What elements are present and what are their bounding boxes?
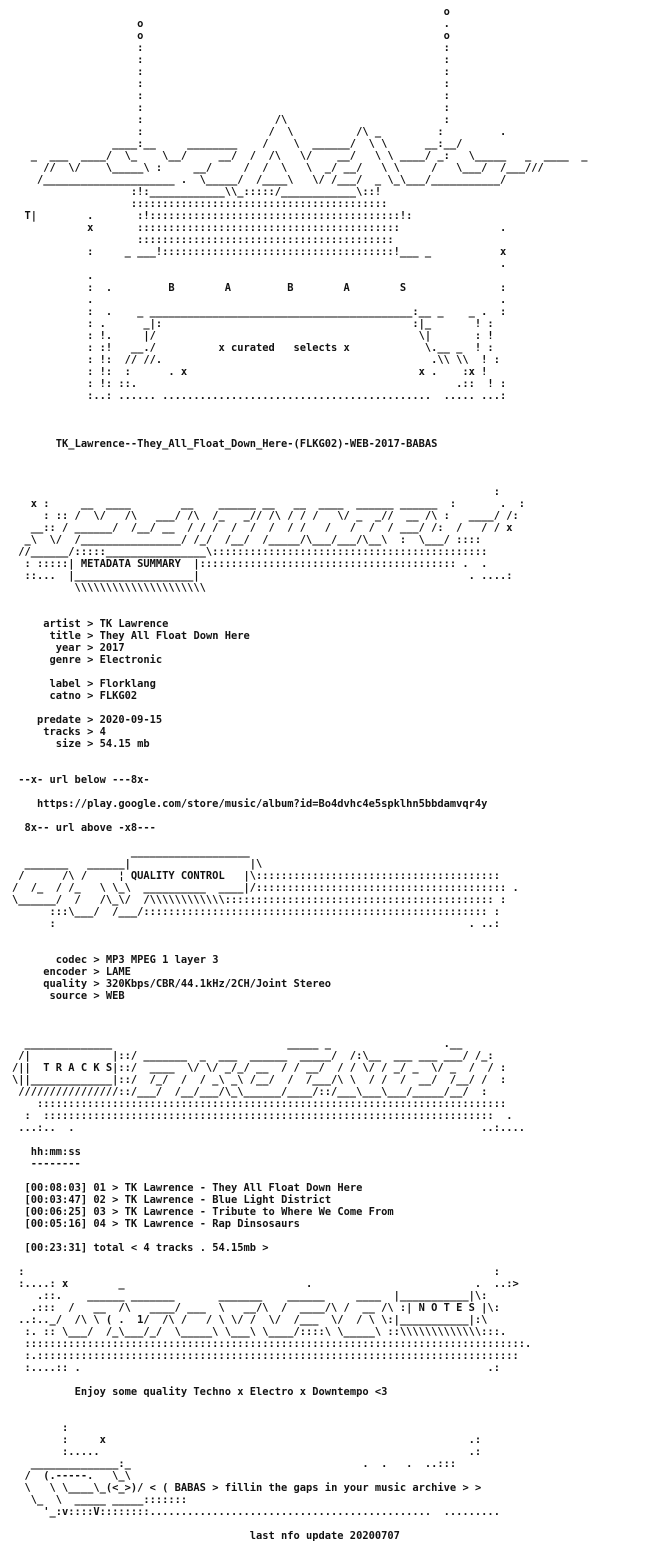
field-value: 2020-09-15 (99, 714, 163, 726)
footer-slogan: BABAS (174, 1482, 206, 1494)
tracklist-heading: hh:mm:ss (30, 1146, 81, 1158)
track-number: 03 (93, 1206, 106, 1218)
footer-logo-art: : : x .: :..... .: ______________:_ . . . ..::: / (.-----. \_\ \ \ \____\_(<_>)/ (24, 1422, 482, 1494)
field-key: quality (43, 978, 88, 990)
field-key: title (49, 630, 81, 642)
track-number: 02 (93, 1194, 106, 1206)
field-value: LAME (105, 966, 131, 978)
last-update: last nfo update 20200707 (249, 1530, 400, 1542)
footer-tagline: fillin the gaps in your music archive (224, 1482, 457, 1494)
nfo-document: o o . o o : : : : : : : : : : : : : /\ : : / \ /\ _ : . ____:__ ________ / \ ______/ \ \ __:__/ _ ___ ____/ \_ \__/ __/ / /\ \/ __/ \ \ ____/ _: \_____ _ ____ _ // \/ \_____\ : __/ / / \ \ _/ __/ \ \ / \___/ /___/// /_____________________ . \_____/ /____\ \/ /___/ _ \_\___/___________/ :!:____________\\_:::::/____________\::! ::::::::::::::::::::::::::::::::::::::::: T| . :!::::::::::::::::::::::::::::::::::::::::!: x :::::::::::::::::::::::::::::::::::::::::: . ::::::::::::::::::::::::::::::::::::::::: : _ ___!:::::::::::::::::::::::::::::::::::::!___ _ x . . : . B A B A S : . . : . _ __________________________________________:__ _ _ . : : . _|: :|_ ! : : !. |/ \| : ! : :! __./ x curated selects x \.__ _ ! : : !: // //. .\\ \\ ! : : !: : . x x . :x ! : !: ::. .:: ! : :..: ...... ........................................... ..... ...: TK_Lawrence--They_All_Float_Down_Here-(FLKG02)-WEB-2017-BABAS : x : __ ____ __ ______ __ __ ____ ______ ______ : . : : :: / \/ /\ ___/ /\ /_ _// /\ / / / \/ _ _// __ /\ : ____/ /: __:: / ______/ /__/ __ / / / / / / / / / / / / ___/ /: / / / x _\ \/ /________________/ /_/ /__/ /_____/\___/___/\__\ : \___/ :::: //______/:::::________________\:::::::::::::::::::::::::::::::::::::::::::: : :::::| METADATA SUMMARY |::::::::::::::::::::::::::::::::::::::::: . . ::... |___________________| . ....: \\\\\\\\\\\\\\\\\\\\\ artist > TK Lawrence title > They All Float Down Here year > 2017 genre > Electronic label > Florklang catno > FLKG02 predate > 2020-09-15 tracks > 4 size > 54.15 mb --x- url below ---8x- https://play.google.com/store/music/album?id=Bo4dvhc4e5spklhn5bbdamvqr4y 8x-- url above -x8--- ___________________ _______ ______| |\ / /\ / ¦ QUALITY CONTROL |\::::::::::::::::::::::::::::::::::::::: / /_ / /_ \ \_\ __________ ____|/:::::::::::::::::::::::::::::::::::::::: . \______/ / /\_\/ /\\\\\\\\\\\\::::::::::::::::::::::::::::::::::::::::::: : :::\___/ /___/::::::::::::::::::::::::::::::::::::::::::::::::::::::: : : . ..: codec > MP3 MPEG 1 layer 3 encoder > LAME quality > 320Kbps/CBR/44.1kHz/2CH/Joint Stereo source > WEB ______________ _____ _ .__ /| |::/ _______ _ ___ ______ _____/ /:\__ ___ ___ ___/ /_: /|| T R A C K S|::/ ____ \/ \/ _/_/ __ / / __/ / / \/ / _/ _ \/ _ / / : \||_____________|::/ /_/ / / _\ _\ /__/ / /___/\ \ / / / __/ /__/ / : ////////////////::/___/ /__/___/\_\______/____/::/___\___\___/_____/__/ : ::::::::::::::::::::::::::::::::::::::::::::::::::::::::::::::::::::::::::: : :::::::::::::::::::::::::::::::::::::::::::::::::::::::::::::::::::::::: . ...:.. . ..:.... hh:mm:ss -------- [00:08:03] 01 > TK Lawrence - They All Float Down Here [00:03:47] 02 > TK Lawrence - Blue Light District [00:06:25] 03 > TK Lawrence - Tribute to Where We Come From [00:05:16] 04 > TK Lawrence - Rap Dinsosaurs [00:23:31] total < 4 tracks . 54.15mb > : : :....: x _ . . ..:> .::. ______ _______ _______ ______ ____ |___________|\: .::: / __ /\ ____/ ___ \ __/\ / ____/\ / __ /\ :| N O T E S |\: ..:.._/ /\ \ ( . 1/ /\ / / \ \/ / \/ /___ \/ / \ \:|___________|:\ :. :: \___/ /_\___/_/ \_____\ \___\ \____/::::\ \_____\ ::\\\\\\\\\\\\\:::. ::::::::::::::::::::::::::::::::::::::::::::::::::::::::::::::::::::::::::::::::. :.::::::::::::::::::::::::::::::::::::::::::::::::::::::::::::::::::::::::::::: :....:: . .: Enjoy some quality Techno x Electro x Downtempo <3 : : x .: :..... .: ______________:_ . . . ..::: / (.-----. \_\ \ \ \____\_(<_>)/ < ( BABAS > fillin the gaps in your music archive > > \_ \ _____ _____::::::: '_:v::::V::::::::............................................. ......... last nfo update 20200707 (12, 6, 588, 1542)
total-size: 54.15mb (212, 1242, 257, 1254)
track-artist: TK Lawrence (124, 1218, 194, 1230)
footer-base-art: \_ \ _____ _____::::::: '_:v::::V::::::::............................................. ......... (30, 1494, 500, 1518)
tracks-header-art: ______________ _____ _ .__ /| |::/ _______ _ ___ ______ _____/ /:\__ ___ ___ ___/ /_: /|| T R A C K S|::/ ____ \/ \/ _/_/ __ / / __/ / / \/ / _/ _ \/ _ / / : \||_____________|::/ /_/ / / _\ _\ /__/ / /___/\ \ / / / __/ /__/ / : ////////////////::/___/ /__/___/\_\______/____/::/___\___\___/_____/__/ : ::::::::::::::::::::::::::::::::::::::::::::::::::::::::::::::::::::::::::: : :::::::::::::::::::::::::::::::::::::::::::::::::::::::::::::::::::::::: . ...:.. . ..:.... (12, 1038, 525, 1134)
field-value: 2017 (99, 642, 125, 654)
total-tracks: 4 tracks (143, 1242, 194, 1254)
field-key: source (49, 990, 88, 1002)
field-key: year (55, 642, 81, 654)
track-title: Rap Dinsosaurs (212, 1218, 300, 1230)
track-number: 04 (93, 1218, 106, 1230)
field-key: artist (43, 618, 81, 630)
field-value: Florklang (99, 678, 156, 690)
field-key: codec (55, 954, 88, 966)
track-title: Tribute to Where We Come From (212, 1206, 394, 1218)
track-title: Blue Light District (212, 1194, 332, 1206)
field-key: tracks (43, 726, 81, 738)
field-value: WEB (105, 990, 125, 1002)
metadata-header-art: : x : __ ____ __ ______ __ __ ____ ______ ______ : . : : :: / \/ /\ ___/ /\ /_ _// /\ / / / \/ _ _// __ /\ : ____/ /: __:: / ______/ /__/ __ / / / / / / / / / / / / ___/ /: / / / x _\ \/ /________________/ /_/ /__/ /_____/\___/___/\__\ : \___/ :::: //______/:::::________________\:::::::::::::::::::::::::::::::::::::::::::: : :::::| METADATA SUMMARY |::::::::::::::::::::::::::::::::::::::::: . . ::... |___________________| . ....: \\\\\\\\\\\\\\\\\\\\\ (18, 486, 525, 594)
field-value: 320Kbps/CBR/44.1kHz/2CH/Joint Stereo (105, 978, 332, 990)
field-value: MP3 MPEG 1 layer 3 (105, 954, 219, 966)
track-time: 00:08:03 (30, 1182, 81, 1194)
notes-header-art: : : :....: x _ . . ..:> .::. ______ _______ _______ ______ ____ |___________|\: .::: / __ /\ ____/ ___ \ __/\ / ____/\ / __ /\ :| N O T E S |\: ..:.._/ /\ \ ( . 1/ /\ / / \ \/ / \/ /___ \/ / \ \:|___________|:\ :. :: \___/ /_\___/_/ \_____\ \___\ \____/::::\ \_____\ ::\\\\\\\\\\\\\:::. ::::::::::::::::::::::::::::::::::::::::::::::::::::::::::::::::::::::::::::::::. :.::::::::::::::::::::::::::::::::::::::::::::::::::::::::::::::::::::::::::::: :....:: . .: (18, 1266, 532, 1374)
track-number: 01 (93, 1182, 106, 1194)
babas-logo-art: o o . o o : : : : : : : : : : : : : /\ : : / \ /\ _ : . ____:__ ________ / \ ______/ \ \ __:__/ _ ___ ____/ \_ \__/ __/ / /\ \/ __/ \ \ ____/ _: \_____ _ ____ _ // \/ \_____\ : __/ / / \ \ _/ __/ \ \ / \___/ /___/// /_____________________ . \_____/ /____\ \/ /___/ _ \_\___/___________/ :!:____________\\_:::::/____________\::! ::::::::::::::::::::::::::::::::::::::::: T| . :!::::::::::::::::::::::::::::::::::::::::!: x :::::::::::::::::::::::::::::::::::::::::: . ::::::::::::::::::::::::::::::::::::::::: : _ ___!:::::::::::::::::::::::::::::::::::::!___ _ x . . : . B A B A S : . . : . _ __________________________________________:__ _ _ . : : . _|: :|_ ! : : !. |/ \| : ! : :! __./ x curated selects x \.__ _ ! : : !: // //. .\\ \\ ! : : !: : . x x . :x ! : !: ::. .:: ! : :..: ...... ........................................... ..... ...: (24, 6, 588, 402)
track-artist: TK Lawrence (124, 1194, 194, 1206)
field-key: label (49, 678, 81, 690)
release-name: TK_Lawrence--They_All_Float_Down_Here-(FLKG02)-WEB-2017-BABAS (55, 438, 438, 450)
field-key: encoder (43, 966, 88, 978)
field-value: FLKG02 (99, 690, 138, 702)
track-artist: TK Lawrence (124, 1182, 194, 1194)
quality-header-art: ___________________ _______ ______| |\ / /\ / ¦ QUALITY CONTROL |\::::::::::::::::::::::::::::::::::::::: / /_ / /_ \ \_\ __________ ____|/:::::::::::::::::::::::::::::::::::::::: . \______/ / /\_\/ /\\\\\\\\\\\\::::::::::::::::::::::::::::::::::::::::::: : :::\___/ /___/::::::::::::::::::::::::::::::::::::::::::::::::::::::: : : . ..: (12, 846, 519, 930)
field-value: 54.15 mb (99, 738, 150, 750)
field-key: predate (37, 714, 81, 726)
field-key: size (55, 738, 81, 750)
album-url: https://play.google.com/store/music/album?id=Bo4dvhc4e5spklhn5bbdamvqr4y (12, 798, 488, 810)
field-value: They All Float Down Here (99, 630, 250, 642)
field-key: genre (49, 654, 81, 666)
track-time: 00:06:25 (30, 1206, 81, 1218)
field-value: Electronic (99, 654, 163, 666)
track-time: 00:05:16 (30, 1218, 81, 1230)
field-value: TK Lawrence (99, 618, 169, 630)
field-key: catno (49, 690, 81, 702)
notes-text: Enjoy some quality Techno x Electro x Downtempo <3 (74, 1386, 388, 1398)
url-above-marker: 8x-- url above -x8--- (12, 822, 156, 834)
field-value: 4 (99, 726, 106, 738)
track-title: They All Float Down Here (212, 1182, 363, 1194)
total-time: 00:23:31 (30, 1242, 81, 1254)
track-artist: TK Lawrence (124, 1206, 194, 1218)
url-below-marker: --x- url below ---8x- (12, 774, 150, 786)
track-time: 00:03:47 (30, 1194, 81, 1206)
